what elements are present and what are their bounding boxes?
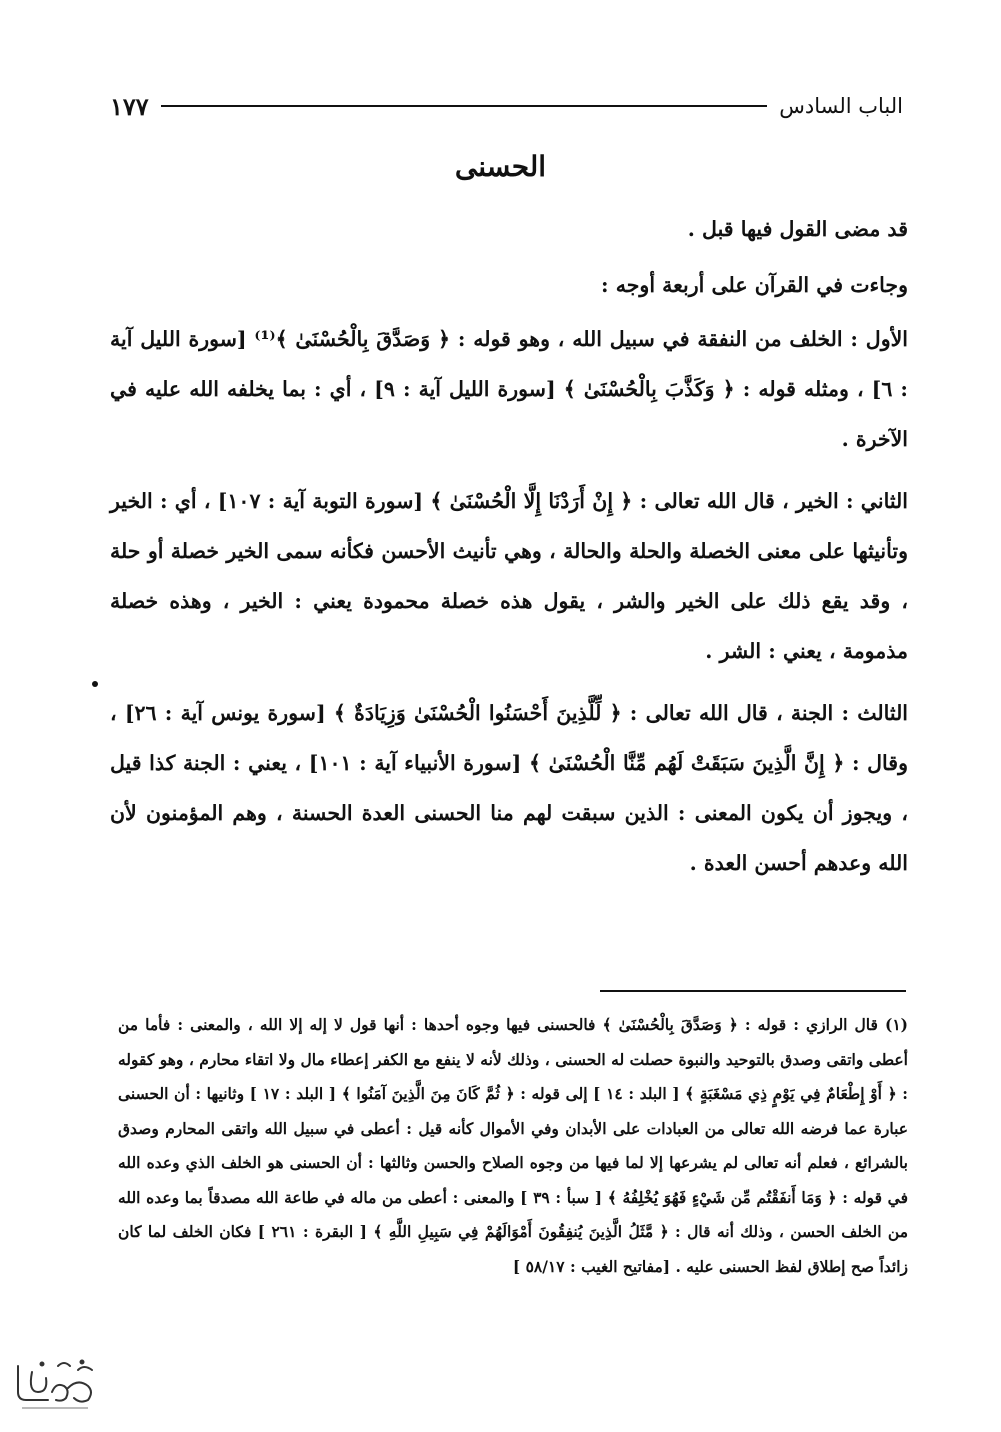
running-header xyxy=(110,88,903,124)
footnotes xyxy=(118,1008,908,1284)
header-rule xyxy=(161,105,768,107)
page-number: ١٧٧ xyxy=(110,91,149,121)
paragraph-second-meaning: الثاني : الخير ، قال الله تعالى : ﴿ إِنْ أَرَدْنَا إِلَّا الْحُسْنَىٰ ﴾ [سورة التوبة آية : ١٠٧] ، أي : الخير وتأنيثها على معنى الخصلة والحلة والحالة ، وهي تأنيث الأحسن فكأنه سمى الخير خصلة أو حلة ، وقد يقع ذلك على الخير والشر ، يقول هذه خصلة محمودة يعني : الخير ، وهذه خصلة مذمومة ، يعني : الشر . xyxy=(110,489,908,663)
footnote-1: (١) قال الرازي : قوله : ﴿ وَصَدَّقَ بِالْحُسْنَىٰ ﴾ فالحسنى فيها وجوه أحدها : أنها قول لا إله إلا الله ، والمعنى : فأما من أعطى واتقى وصدق بالتوحيد والنبوة حصلت له الحسنى ، وذلك لأنه لا ينفع مع الكفر إعطاء مال ولا اتقاء محارم ، وهو كقوله : ﴿ أَوْ إِطْعَامٌ فِي يَوْمٍ ذِي مَسْغَبَةٍ ﴾ [ البلد : ١٤ ] إلى قوله : ﴿ ثُمَّ كَانَ مِنَ الَّذِينَ آمَنُوا ﴾ [ البلد : ١٧ ] وثانيها : أن الحسنى عبارة عما فرضه الله تعالى من العبادات على الأبدان وفي الأموال كأنه قيل : أعطى في سبيل الله واتقى المحارم وصدق بالشرائع ، فعلم أنه تعالى لم يشرعها إلا لما فيها من وجوه الصلاح والحسن وثالثها : أن الحسنى هو الخلف الذي وعده الله في قوله : ﴿ وَمَا أَنفَقْتُم مِّن شَيْءٍ فَهُوَ يُخْلِفُهُ ﴾ [ سبأ : ٣٩ ] والمعنى : أعطى من ماله في طاعة الله مصدقاً بما وعده الله من الخلف الحسن ، وذلك أنه قال : ﴿ مَّثَلُ الَّذِينَ يُنفِقُونَ أَمْوَالَهُمْ فِي سَبِيلِ اللَّهِ ﴾ [ البقرة : ٢٦١ ] فكان الخلف لما كان زائداً صح إطلاق لفظ الحسنى عليه . [مفاتيح الغيب : ٥٨/١٧ ] xyxy=(118,1015,908,1276)
footnote-separator xyxy=(600,990,906,992)
paragraph-first-meaning: الأول : الخلف من النفقة في سبيل الله ، وهو قوله : ﴿ وَصَدَّقَ بِالْحُسْنَىٰ ﴾⁽¹⁾ [سورة الليل آية : ٦] ، ومثله قوله : ﴿ وَكَذَّبَ بِالْحُسْنَىٰ ﴾ [سورة الليل آية : ٩] ، أي : بما يخلفه الله عليه في الآخرة . xyxy=(110,327,908,451)
paragraph-third-meaning: الثالث : الجنة ، قال الله تعالى : ﴿ لِّلَّذِينَ أَحْسَنُوا الْحُسْنَىٰ وَزِيَادَةٌ ﴾ [سورة يونس آية : ٢٦] ، وقال : ﴿ إِنَّ الَّذِينَ سَبَقَتْ لَهُم مِّنَّا الْحُسْنَىٰ ﴾ [سورة الأنبياء آية : ١٠١] ، يعني : الجنة كذا قيل ، ويجوز أن يكون المعنى : الذين سبقت لهم منا الحسنى العدة الحسنة ، وهم المؤمنون لأن الله وعدهم أحسن العدة . xyxy=(110,701,909,875)
almostafa-logo xyxy=(8,1352,100,1414)
margin-dot xyxy=(92,681,98,687)
section-title: الحسنى xyxy=(454,150,547,183)
running-title: الباب السادس xyxy=(779,94,903,118)
main-text xyxy=(110,204,908,900)
paragraph-intro-1: قد مضى القول فيها قبل . xyxy=(687,217,908,241)
paragraph-intro-2: وجاءت في القرآن على أربعة أوجه : xyxy=(601,273,908,297)
